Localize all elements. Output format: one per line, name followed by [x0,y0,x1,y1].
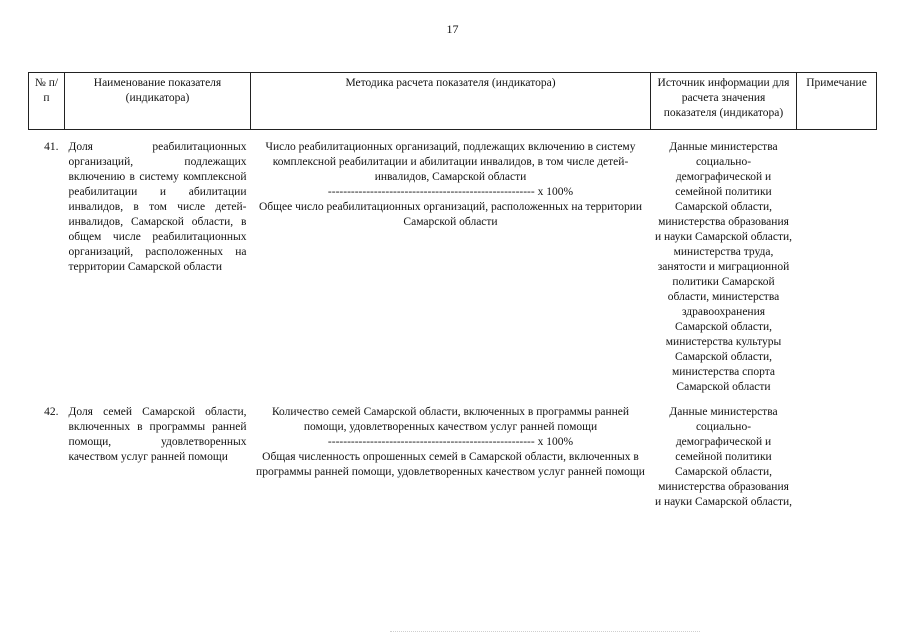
scan-artifact [390,631,700,634]
indicator-name: Доля семей Самарской области, включенных в программы ранней помощи, удовлетворенных качеством услуг ранней помощи [68,406,247,463]
information-source: Данные министерства социально-демографической и семейной политики Самарской области, министерства образования и науки Самарской области, министерства труда, занятости и миграционной политики Самарской области, министерства здравоохранения Самарской области, министерства культуры Самарской области, министерства спорта Самарской области [654,141,793,393]
header-information-source: Источник информации для расчета значения показателя (индикатора) [651,73,797,130]
calculation-method [251,140,651,395]
header-indicator-name: Наименование показателя (индикатора) [65,73,251,130]
method-denominator: Общая численность опрошенных семей в Самарской области, включенных в программы ранней помощи, удовлетворенных качеством услуг ранней помощи [256,451,645,478]
method-numerator: Число реабилитационных организаций, подлежащих включению в систему комплексной реабилитации и абилитации инвалидов, в том числе детей-инвалидов, Самарской области [265,141,636,183]
information-source: Данные министерства социально-демографической и семейной политики Самарской области, министерства образования и науки Самарской области, [654,406,793,508]
indicators-table [28,72,877,510]
page-number: 17 [446,22,459,36]
calculation-method [251,395,651,510]
header-calculation-method: Методика расчета показателя (индикатора) [251,73,651,130]
table-row [29,140,877,395]
indicator-name: Доля реабилитационных организаций, подлежащих включению в систему комплексной реабилитации и абилитации инвалидов, в том числе детей-инвалидов, Самарской области, в общем числе реабилитационных организаций, расположенных на территории Самарской области [68,141,247,273]
note [797,140,877,395]
method-fraction-line: ------------------------------------------------------ x 100% [327,186,574,198]
method-denominator: Общее число реабилитационных организаций, расположенных на территории Самарской области [258,201,643,228]
table-header-row [29,73,877,130]
spacer-row [29,130,877,141]
note [797,395,877,510]
row-number: 42. [44,406,59,418]
row-number: 41. [44,141,59,153]
table-row [29,395,877,510]
method-fraction-line: ------------------------------------------------------ x 100% [327,436,574,448]
header-note: Примечание [797,73,877,130]
header-number: № п/п [29,73,65,130]
method-numerator: Количество семей Самарской области, включенных в программы ранней помощи, удовлетворенных качеством услуг ранней помощи [271,406,630,433]
